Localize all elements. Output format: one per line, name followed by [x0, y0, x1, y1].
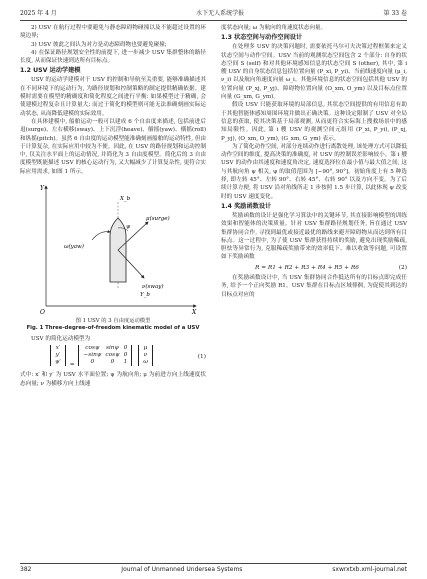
right-column: [221, 24, 407, 299]
paragraph: 在具体建模中, 船舶运动一般可以建成 6 个自由度来描述, 包括前进后退(surge)、左右横移(sway)、上下沉浮(heave)、艏摇(yaw)、横摇(roll)和纵摇(pitch)。虽然 6 自由度的运动模型能准确刻画船舶的运动特性, 但由于计算复杂, 在实际应用中较为不便。因此, 在 USV 的路径规划和运动控制中, 仅关注水平面上的运动情况, 并简化为 3 自由度模型。简化后的 3 自由度模型既能描述 USV 的核心运动行为, 又大幅减少了计算复杂性, 更符合实际应用需求, 如图 1 所示。: [20, 118, 207, 175]
header-rule: [20, 20, 407, 21]
paragraph: USV 的简化运动模型为: [31, 335, 91, 342]
paragraph: 假设 USV 只能获取环境的局部信息, 其状态空间提供的有用信息有助于其他智能体感知周围环境并做出正确决策。这种设定限制了 USV 对全局信息的获取, 使其决策基于局部观测, 从而更符合实际海上搜救场景中的感知局限性。因此, 第 i 艘 USV 的观测空间元组用 (P_xi, P_yi), (P_xj, P_yj), (O_xm, O_ym), (G_xm, G_ym) 表示。: [221, 102, 407, 142]
equation-2: R = R1 + R2 + R3 + R4 + R5 + R6 (2): [255, 264, 407, 271]
equation-number: (2): [398, 264, 407, 271]
paragraph: 在处理多 USV 的决策问题时, 需要依托马尔可夫决策过程框架来定义状态空间与动作空间。USV 当前的观测状态空间包含 2 个部分: 自身的状态空间 S (self) 和对其他环境感知信息的状态空间 S (other), 其中, 第 i 艘 USV 的自身状态信息包括位置向量 (P_xi, P_yi)、当前线速度向量 (μ_i, ν_i) 以及航向角速度向量 ω_i。其他环境信息的状态空间包括其他 USV 的位置向量 (P_xj, P_yj)、障碍物位置向量 (O_xm, O_ym) 以及目标点位置向量 (G_xm, G_ym)。: [221, 44, 407, 101]
paragraph: 为了简化动作空间, 对部分连续动作进行离散处理, 该处理方式可以降低动作空间的维度, 提高决策的准确度, 对 USV 的控制误差影响较小。第 i 艘 USV 的动作由其速度和速度角决定, 速度选择位在最小值与最大值之间, 这与其航向角 ψ 相关, ψ 的取值范围为 [−90°, 90°]。初始角度上有 5 种选择, 即左转 45°、左转 90°、右转 45°、右转 90° 以及方向不变。为了后续计算方便, 将 USV 沿对角线所走 1 步按照 1.5 步计算, 以此体现 ψ 改变时的 USV 速度变化。: [221, 143, 407, 200]
running-header: [20, 6, 407, 18]
xb-label: X_b: [120, 196, 131, 203]
velocity-vector: μ ν ω: [138, 345, 153, 366]
paragraph: 在奖励函数设计中, 当 USV 集群协同合作抵达所有的目标点即完成任务, 给予一个正向奖励 R1。USV 集群在目标点区域徘徊, 为促使其到达的目标点对应的: [221, 275, 407, 298]
section-heading-1-3: 1.3 状态空间与动作空间设计: [221, 34, 303, 42]
running-footer: [20, 566, 407, 573]
equation-1: x′ y′ ψ′ = cosψ sinψ 0 −sinψ cosψ 0 0 0 1 μ ν ω (1): [20, 345, 206, 369]
header-date: 2025 年 4 月: [20, 9, 57, 17]
lhs-vector: x′ y′ ψ′: [50, 345, 66, 366]
footer-rule: [20, 563, 407, 564]
section-heading-1-2: 1.2 USV 运动学建模: [20, 67, 81, 75]
paragraph: 3) USV 彼此之间认为对方是动态障碍物也要避免碰撞;: [31, 41, 167, 48]
origin-label: O: [40, 309, 45, 317]
surge-label: μ(surge): [146, 216, 170, 223]
y-axis-label: Y: [40, 185, 44, 193]
paragraph: 2) USV 在航行过程中要避免与静态障碍物碰撞以及不能超过设置的环境边界;: [20, 25, 206, 40]
header-journal: 水下无人系统学报: [196, 9, 245, 17]
paragraph: 式中: x′ 和 y′ 为 USV 水平面位置; ψ 为航向角; μ 为前进方向上线速度状态向量; ν 为横移方向上线速: [20, 372, 206, 387]
figure-caption-cn: 图 1 USV 的 3 自由度运动模型: [75, 318, 151, 325]
figure-caption-en: Fig. 1 Three-degree-of-freedom kinematic model of a USV: [26, 325, 200, 332]
header-volume: 第 33 卷: [383, 9, 407, 17]
paragraph: 4) 在保证路径规划安全性的前提下, 进一步减少 USV 集群整体的路径长度, 从而保证快速到达所有目标点。: [20, 49, 206, 65]
psi-label: ψ: [126, 224, 131, 231]
paragraph: 度状态向量; ω 为航向的角速度状态向量。: [221, 25, 327, 31]
page-number: 382: [20, 566, 32, 573]
footer-journal: Journal of Unmanned Undersea Systems: [121, 566, 243, 573]
footer-url: sxwrxtxb.xml-journal.net: [332, 566, 407, 573]
left-column: [20, 24, 206, 388]
figure-1: [20, 178, 206, 318]
yaw-arc: [92, 232, 110, 240]
section-heading-1-4: 1.4 奖励函数设计: [221, 202, 272, 210]
yaw-label: ω(yaw): [64, 244, 84, 251]
equation-number: (1): [197, 354, 206, 361]
x-axis-label: X: [192, 309, 197, 317]
figure-caption: [20, 318, 206, 333]
paragraph: USV 的运动学建模对于 USV 的控制和导航至关重要, 能够准确描述其在不同环境下的运动行为, 为路径规划和控制策略的制定提供精确依据。建模时需要在模型的精确度和简化程度之间进行平衡: 如果模型过于精确, 会使建模过程复杂且计算量大; 而过于简化的模型则可能无法准确刻画实际运动状态, 从而降低建模的实际效用。: [20, 77, 206, 117]
paragraph: 奖励函数的设计是强化学习算法中的关键环节, 其直接影响模型的训练效果和智能体的决策质量。针对 USV 集群路径规划任务, 旨在通过 USV 集群协同合作, 寻找到最优或接近最优的路线来避开障碍物从而达到所有目标点。这一过程中, 为了使 USV 集群获得持续的奖励, 避免出现奖励稀疏, 胆怯等异常行为, 克服稀疏奖励带来的效率低下、难以收敛等问题, 可设置如下奖励函数: [221, 212, 407, 261]
rotation-matrix: cosψ sinψ 0 −sinψ cosψ 0 0 0 1: [78, 345, 132, 366]
kinematic-model-diagram: [20, 178, 206, 318]
yb-label: Y_b: [140, 292, 150, 299]
sway-label: ν(sway): [142, 284, 164, 291]
